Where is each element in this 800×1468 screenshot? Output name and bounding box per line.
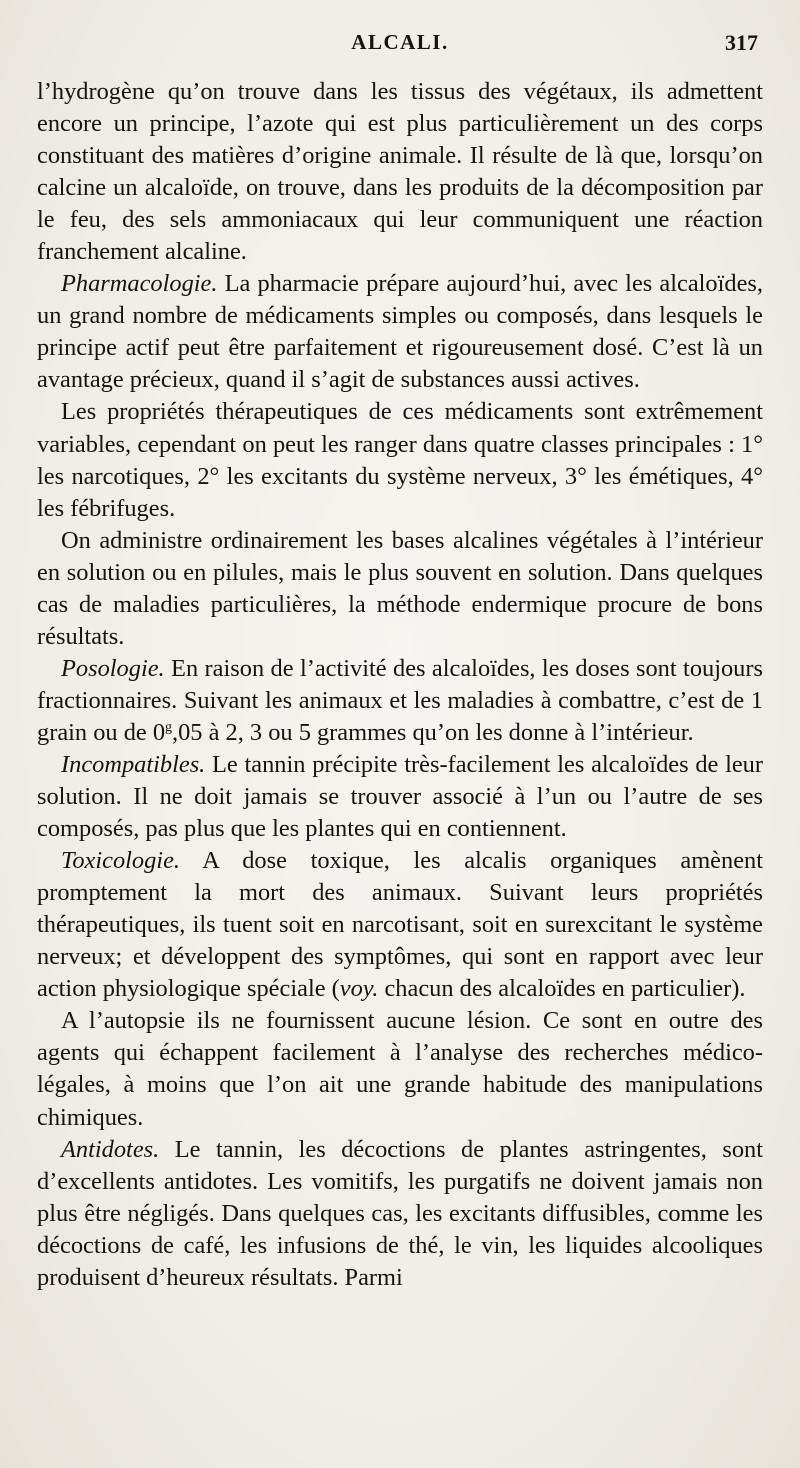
paragraph-toxicologie bbox=[37, 845, 763, 1005]
page-body bbox=[37, 76, 763, 1294]
paragraph-proprietes bbox=[37, 396, 763, 524]
paragraph-continuation bbox=[37, 76, 763, 268]
gram-superscript: g bbox=[165, 719, 173, 735]
section-heading-toxicologie: Toxicologie. bbox=[61, 847, 181, 875]
paragraph-text: A dose toxique, les alcalis organiques amènent promptement la mort des animaux. Suivant leurs propriétés thérapeutiques, ils tuent soit en narcotisant, soit en surexcitant le système nerveux; et développent des symptômes, qui sont en rapport avec leur action physiologique spéciale ( bbox=[37, 847, 763, 1003]
paragraph-text: ,05 à 2, 3 ou 5 grammes qu’on les donne à l’intérieur. bbox=[172, 718, 694, 746]
paragraph-posologie bbox=[37, 653, 763, 749]
voy-reference: voy. bbox=[339, 975, 379, 1003]
paragraph-text: Les propriétés thérapeutiques de ces médicaments sont extrêmement variables, cependant on peut les ranger dans quatre classes principales : 1° les narcotiques, 2° les excitants du système nerveux, 3° les émétiques, 4° les fébrifuges. bbox=[37, 398, 763, 522]
page-number: 317 bbox=[725, 30, 758, 55]
section-heading-posologie: Posologie. bbox=[61, 654, 165, 682]
paragraph-text: A l’autopsie ils ne fournissent aucune lésion. Ce sont en outre des agents qui échappent facilement à l’analyse des recherches médico-légales, à moins que l’on ait une grande habitude des manipulations chimiques. bbox=[37, 1007, 763, 1131]
paragraph-text: Le tannin, les décoctions de plantes astringentes, sont d’excellents antidotes. Les vomitifs, les purgatifs ne doivent jamais non plus être négligés. Dans quelques cas, les excitants diffusibles, comme les décoctions de café, les infusions de thé, le vin, les liquides alcooliques produisent d’heureux résultats. Parmi bbox=[37, 1135, 763, 1291]
paragraph-administration bbox=[37, 525, 763, 653]
paragraph-autopsie bbox=[37, 1005, 763, 1133]
paragraph-incompatibles bbox=[37, 749, 763, 845]
section-heading-incompatibles: Incompatibles. bbox=[61, 750, 206, 778]
section-heading-antidotes: Antidotes. bbox=[61, 1135, 160, 1163]
running-title: ALCALI. bbox=[351, 30, 449, 54]
paragraph-text: l’hydrogène qu’on trouve dans les tissus des végétaux, ils admettent encore un principe, l’azote qui est plus particulièrement un des corps constituant des matières d’origine animale. Il résulte de là que, lorsqu’on calcine un alcaloïde, on trouve, dans les produits de la décomposition par le feu, des sels ammoniacaux qui leur communiquent une réaction franchement alcaline. bbox=[37, 78, 763, 266]
page-header bbox=[38, 30, 762, 64]
paragraph-antidotes bbox=[37, 1134, 763, 1294]
paragraph-text: La pharmacie prépare aujourd’hui, avec les alcaloïdes, un grand nombre de médicaments simples ou composés, dans lesquels le principe actif peut être parfaitement et rigoureusement dosé. C’est là un avantage précieux, quand il s’agit de substances aussi actives. bbox=[37, 270, 763, 394]
paragraph-text: En raison de l’activité des alcaloïdes, les doses sont toujours fractionnaires. Suivant les animaux et les maladies à combattre, c’est de 1 grain ou de 0 bbox=[37, 654, 763, 746]
paragraph-text: Le tannin précipite très-facilement les alcaloïdes de leur solution. Il ne doit jamais se trouver associé à l’un ou l’autre de ses composés, pas plus que les plantes qui en contiennent. bbox=[37, 750, 763, 843]
section-heading-pharmacologie: Pharmacologie. bbox=[61, 270, 218, 298]
paragraph-pharmacologie bbox=[37, 268, 763, 396]
paragraph-text: On administre ordinairement les bases alcalines végétales à l’intérieur en solution ou en pilules, mais le plus souvent en solution. Dans quelques cas de maladies particulières, la méthode endermique procure de bons résultats. bbox=[37, 526, 763, 650]
paragraph-text: chacun des alcaloïdes en particulier). bbox=[378, 975, 746, 1003]
